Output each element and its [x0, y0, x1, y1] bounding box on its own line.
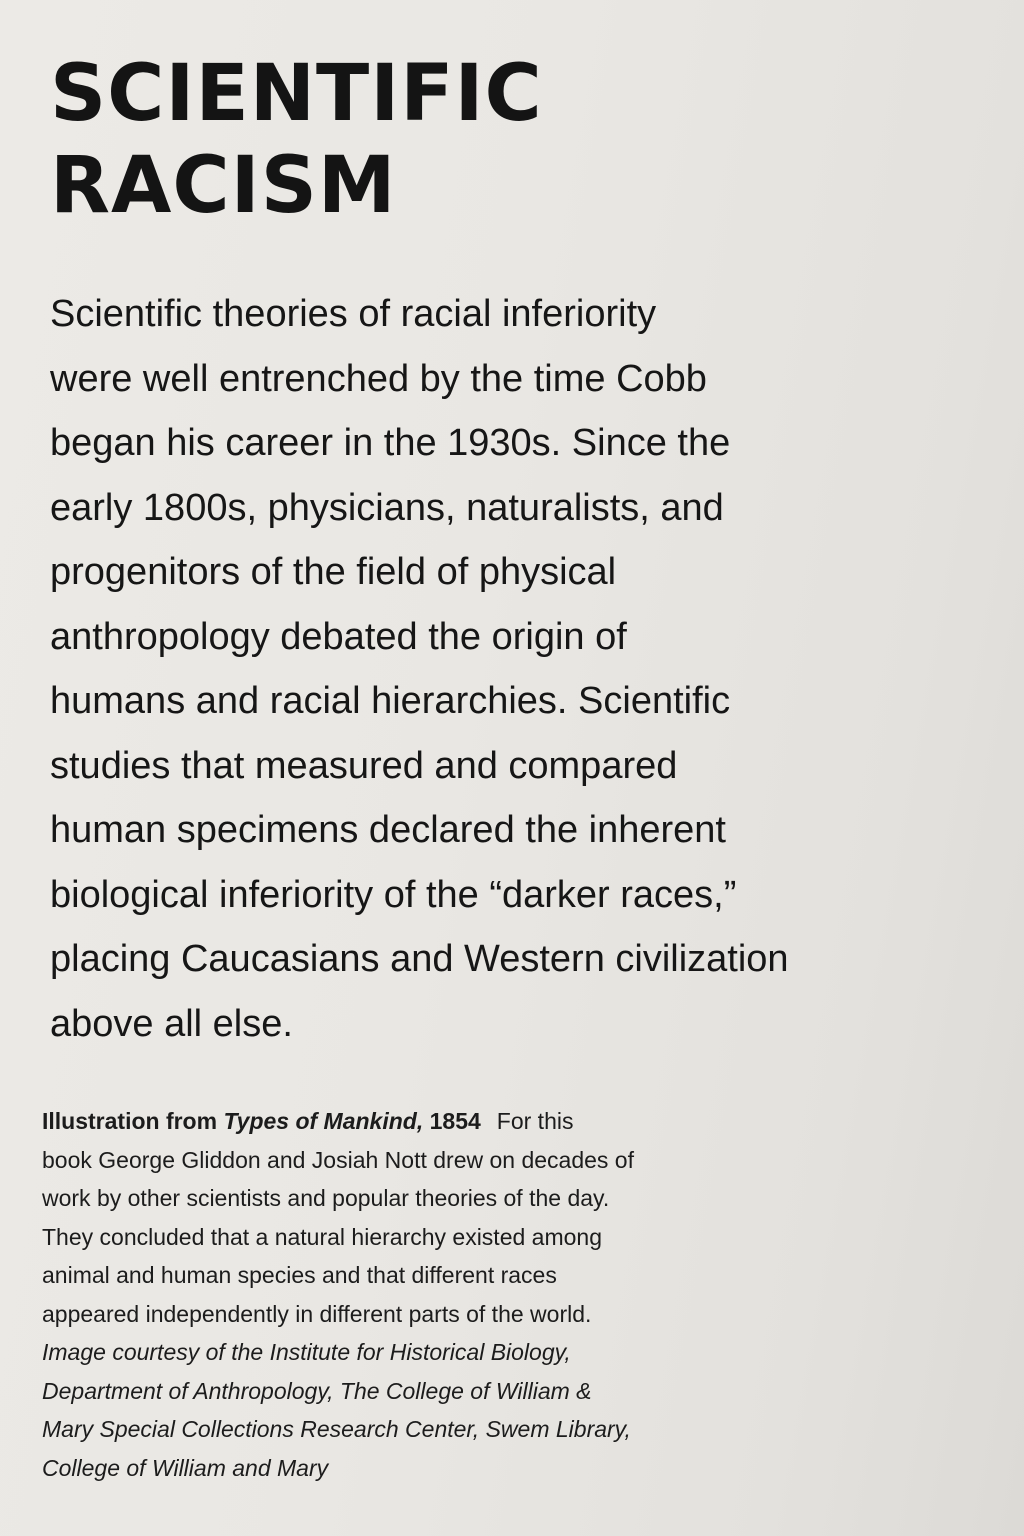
body-line: early 1800s, physicians, naturalists, and [50, 486, 724, 529]
body-line: placing Caucasians and Western civilization [50, 938, 789, 980]
caption-first-line-rest: For this [496, 1108, 574, 1134]
body-line: progenitors of the field of physical [50, 551, 617, 593]
body-line: human specimens declared the inherent [50, 809, 726, 851]
body-line: biological inferiority of the “darker races,” [50, 873, 737, 916]
body-line: began his career in the 1930s. Since the [50, 422, 731, 464]
caption-line: They concluded that a natural hierarchy existed among [42, 1223, 602, 1250]
caption-line: appeared independently in different parts of the world. [42, 1300, 592, 1327]
caption-year: 1854 [423, 1108, 481, 1134]
illustration-caption [42, 1102, 742, 1487]
body-line: were well entrenched by the time Cobb [50, 357, 707, 400]
body-line: studies that measured and compared [50, 744, 678, 787]
title-line-1: SCIENTIFIC [50, 49, 543, 139]
image-credit-line: Mary Special Collections Research Center, Swem Library, [42, 1416, 631, 1442]
caption-line: animal and human species and that different races [42, 1262, 557, 1288]
body-line: humans and racial hierarchies. Scientific [50, 680, 731, 722]
body-paragraph [50, 282, 870, 1056]
caption-book-title: Types of Mankind, [223, 1108, 424, 1134]
title-line-2: RACISM [50, 141, 397, 231]
caption-first-line [42, 1102, 742, 1141]
body-line: Scientific theories of racial inferiority [50, 293, 657, 335]
image-credit-line: College of William and Mary [42, 1454, 329, 1481]
image-credit-line: Department of Anthropology, The College of William & [42, 1377, 592, 1404]
caption-line: book George Gliddon and Josiah Nott drew on decades of [42, 1146, 634, 1173]
caption-lead-prefix: Illustration from [42, 1108, 224, 1134]
body-line: above all else. [50, 1002, 293, 1045]
panel-title [50, 48, 543, 232]
body-line: anthropology debated the origin of [50, 615, 627, 658]
caption-line: work by other scientists and popular theories of the day. [42, 1185, 610, 1211]
image-credit-line: Image courtesy of the Institute for Historical Biology, [42, 1339, 571, 1365]
